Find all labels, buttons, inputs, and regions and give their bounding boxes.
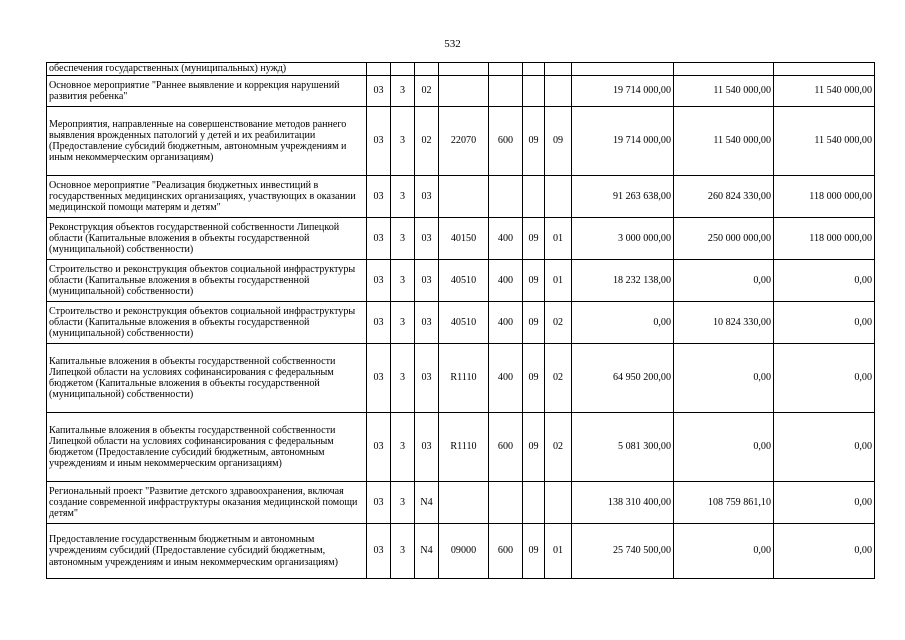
expense-type-cell: 400 [489,218,523,260]
event-code-cell: 03 [415,176,439,218]
expense-type-cell: 400 [489,302,523,344]
row-name-cell: Строительство и реконструкция объектов социальной инфраструктуры области (Капитальные вложения в объекты государственной (муниципальной) собственности) [47,302,367,344]
subsection-code-cell: 01 [545,524,572,579]
table-row [47,302,875,344]
table-row [47,482,875,524]
event-code-cell: 02 [415,76,439,107]
amount-year2-cell: 108 759 861,10 [674,482,774,524]
amount-year2-cell: 0,00 [674,344,774,413]
amount-year1-cell: 19 714 000,00 [572,76,674,107]
subprogram-code-cell: 3 [391,344,415,413]
direction-code-cell [439,63,489,76]
expense-type-cell: 600 [489,413,523,482]
direction-code-cell [439,482,489,524]
amount-year3-cell: 0,00 [774,302,875,344]
row-name-cell: Предоставление государственным бюджетным и автономным учреждениям субсидий (Предоставление субсидий бюджетным, автономным учреждениям и иным некоммерческим организациям) [47,524,367,579]
section-code-cell: 09 [523,302,545,344]
amount-year2-cell [674,63,774,76]
table-body [47,63,875,579]
subsection-code-cell [545,63,572,76]
amount-year3-cell [774,63,875,76]
row-name-cell: Капитальные вложения в объекты государственной собственности Липецкой области на условиях софинансирования с федеральным бюджетом (Предоставление субсидий бюджетным, автономным учреждениям и иным некоммерческим организациям) [47,413,367,482]
row-name-cell: Основное мероприятие "Реализация бюджетных инвестиций в государственных медицинских организациях, участвующих в оказании медицинской помощи матерям и детям" [47,176,367,218]
direction-code-cell [439,76,489,107]
subprogram-code-cell [391,63,415,76]
section-code-cell: 09 [523,218,545,260]
event-code-cell [415,63,439,76]
program-code-cell: 03 [367,176,391,218]
program-code-cell [367,63,391,76]
amount-year3-cell: 118 000 000,00 [774,176,875,218]
direction-code-cell: 09000 [439,524,489,579]
program-code-cell: 03 [367,218,391,260]
amount-year1-cell: 18 232 138,00 [572,260,674,302]
amount-year2-cell: 260 824 330,00 [674,176,774,218]
table-row [47,218,875,260]
amount-year1-cell: 19 714 000,00 [572,107,674,176]
subprogram-code-cell: 3 [391,413,415,482]
expense-type-cell [489,76,523,107]
table-row [47,260,875,302]
row-name-cell: обеспечения государственных (муниципальных) нужд) [47,63,367,76]
amount-year3-cell: 0,00 [774,413,875,482]
amount-year1-cell: 3 000 000,00 [572,218,674,260]
direction-code-cell: R1110 [439,344,489,413]
program-code-cell: 03 [367,76,391,107]
section-code-cell: 09 [523,260,545,302]
amount-year3-cell: 0,00 [774,482,875,524]
row-name-cell: Мероприятия, направленные на совершенствование методов раннего выявления врожденных патологий у детей и их реабилитации (Предоставление субсидий бюджетным, автономным учреждениям и иным некоммерческим организациям) [47,107,367,176]
section-code-cell [523,176,545,218]
amount-year1-cell: 5 081 300,00 [572,413,674,482]
amount-year3-cell: 118 000 000,00 [774,218,875,260]
direction-code-cell: 40150 [439,218,489,260]
program-code-cell: 03 [367,482,391,524]
row-name-cell: Основное мероприятие "Раннее выявление и коррекция нарушений развития ребенка" [47,76,367,107]
table-row [47,176,875,218]
event-code-cell: 03 [415,218,439,260]
amount-year2-cell: 11 540 000,00 [674,107,774,176]
event-code-cell: N4 [415,482,439,524]
table-row [47,63,875,76]
expense-type-cell [489,482,523,524]
amount-year1-cell: 0,00 [572,302,674,344]
direction-code-cell: 40510 [439,260,489,302]
subsection-code-cell [545,76,572,107]
subsection-code-cell: 02 [545,344,572,413]
program-code-cell: 03 [367,344,391,413]
subsection-code-cell: 09 [545,107,572,176]
table-row [47,107,875,176]
expense-type-cell: 400 [489,260,523,302]
subprogram-code-cell: 3 [391,107,415,176]
expense-type-cell: 600 [489,107,523,176]
amount-year1-cell: 64 950 200,00 [572,344,674,413]
subsection-code-cell [545,482,572,524]
event-code-cell: 02 [415,107,439,176]
row-name-cell: Капитальные вложения в объекты государственной собственности Липецкой области на условиях софинансирования с федеральным бюджетом (Капитальные вложения в объекты государственной (муниципальной) собственности) [47,344,367,413]
subprogram-code-cell: 3 [391,218,415,260]
table-row [47,413,875,482]
budget-table [46,62,875,579]
expense-type-cell: 600 [489,524,523,579]
amount-year2-cell: 250 000 000,00 [674,218,774,260]
direction-code-cell: R1110 [439,413,489,482]
expense-type-cell [489,176,523,218]
program-code-cell: 03 [367,524,391,579]
subprogram-code-cell: 3 [391,76,415,107]
event-code-cell: 03 [415,260,439,302]
subprogram-code-cell: 3 [391,302,415,344]
amount-year2-cell: 0,00 [674,260,774,302]
subprogram-code-cell: 3 [391,176,415,218]
subsection-code-cell: 01 [545,218,572,260]
program-code-cell: 03 [367,260,391,302]
subsection-code-cell: 01 [545,260,572,302]
amount-year1-cell: 25 740 500,00 [572,524,674,579]
amount-year2-cell: 10 824 330,00 [674,302,774,344]
row-name-cell: Строительство и реконструкция объектов социальной инфраструктуры области (Капитальные вложения в объекты государственной (муниципальной) собственности) [47,260,367,302]
amount-year1-cell [572,63,674,76]
program-code-cell: 03 [367,413,391,482]
subprogram-code-cell: 3 [391,524,415,579]
amount-year1-cell: 138 310 400,00 [572,482,674,524]
amount-year2-cell: 11 540 000,00 [674,76,774,107]
program-code-cell: 03 [367,302,391,344]
table-row [47,524,875,579]
amount-year1-cell: 91 263 638,00 [572,176,674,218]
table-row [47,344,875,413]
event-code-cell: 03 [415,344,439,413]
subprogram-code-cell: 3 [391,260,415,302]
section-code-cell [523,482,545,524]
amount-year3-cell: 0,00 [774,524,875,579]
subsection-code-cell: 02 [545,302,572,344]
section-code-cell: 09 [523,413,545,482]
row-name-cell: Реконструкция объектов государственной собственности Липецкой области (Капитальные вложения в объекты государственной (муниципальной) собственности) [47,218,367,260]
amount-year3-cell: 11 540 000,00 [774,76,875,107]
section-code-cell [523,76,545,107]
direction-code-cell [439,176,489,218]
subsection-code-cell [545,176,572,218]
event-code-cell: 03 [415,413,439,482]
subsection-code-cell: 02 [545,413,572,482]
amount-year3-cell: 0,00 [774,344,875,413]
amount-year2-cell: 0,00 [674,413,774,482]
event-code-cell: N4 [415,524,439,579]
page-number: 532 [444,38,461,50]
direction-code-cell: 22070 [439,107,489,176]
program-code-cell: 03 [367,107,391,176]
expense-type-cell: 400 [489,344,523,413]
row-name-cell: Региональный проект "Развитие детского здравоохранения, включая создание современной инфраструктуры оказания медицинской помощи детям" [47,482,367,524]
section-code-cell: 09 [523,344,545,413]
section-code-cell [523,63,545,76]
expense-type-cell [489,63,523,76]
subprogram-code-cell: 3 [391,482,415,524]
event-code-cell: 03 [415,302,439,344]
direction-code-cell: 40510 [439,302,489,344]
section-code-cell: 09 [523,107,545,176]
amount-year3-cell: 11 540 000,00 [774,107,875,176]
amount-year3-cell: 0,00 [774,260,875,302]
table-row [47,76,875,107]
section-code-cell: 09 [523,524,545,579]
amount-year2-cell: 0,00 [674,524,774,579]
